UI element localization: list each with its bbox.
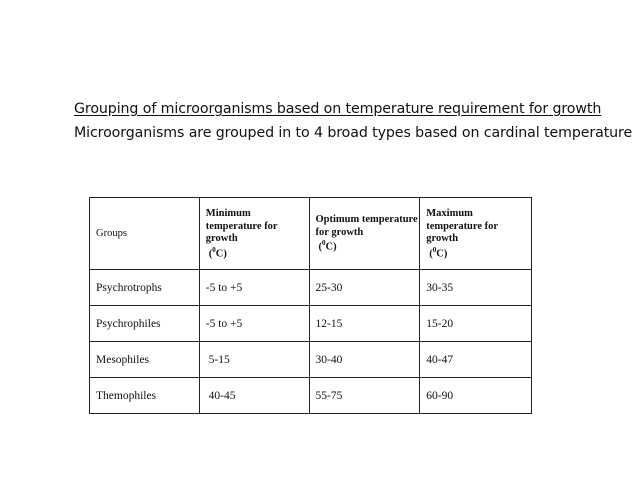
header-minimum-label: Minimum temperature for growth [205,208,278,244]
header-maximum-label: Maximum temperature for growth [426,208,498,244]
cell-max: 40-47 [420,342,532,378]
cell-opt: 55-75 [309,378,420,414]
page-subtitle: Microorganisms are grouped in to 4 broad types based on cardinal temperature [74,125,633,141]
page-title: Grouping of microorganisms based on temperature requirement for growth [74,101,602,117]
header-optimum-label: Optimum temperature for growth [315,214,418,238]
table-row [90,378,532,414]
cell-group: Themophiles [90,378,200,414]
cell-max: 15-20 [420,306,532,342]
table-row [90,342,532,378]
temperature-groups-table [89,197,532,414]
cell-min: -5 to +5 [199,306,309,342]
cell-opt: 12-15 [309,306,420,342]
cell-opt: 25-30 [309,270,420,306]
header-groups-label: Groups [96,228,127,239]
header-optimum-unit: ($^0$C) [318,239,337,253]
header-minimum-unit: ($^0$C) [208,245,227,259]
table-row [90,306,532,342]
table-row [90,270,532,306]
cell-opt: 30-40 [309,342,420,378]
header-groups [90,198,200,270]
cell-group: Psychrophiles [90,306,200,342]
header-maximum-unit: ($^0$C) [429,245,448,259]
cell-max: 60-90 [420,378,532,414]
table-header-row [90,198,532,270]
cell-min: 40-45 [199,378,309,414]
cell-min: 5-15 [199,342,309,378]
cell-group: Mesophiles [90,342,200,378]
header-optimum-temperature [309,198,420,270]
cell-group: Psychrotrophs [90,270,200,306]
cell-max: 30-35 [420,270,532,306]
cell-min: -5 to +5 [199,270,309,306]
header-maximum-temperature [420,198,532,270]
header-minimum-temperature [199,198,309,270]
